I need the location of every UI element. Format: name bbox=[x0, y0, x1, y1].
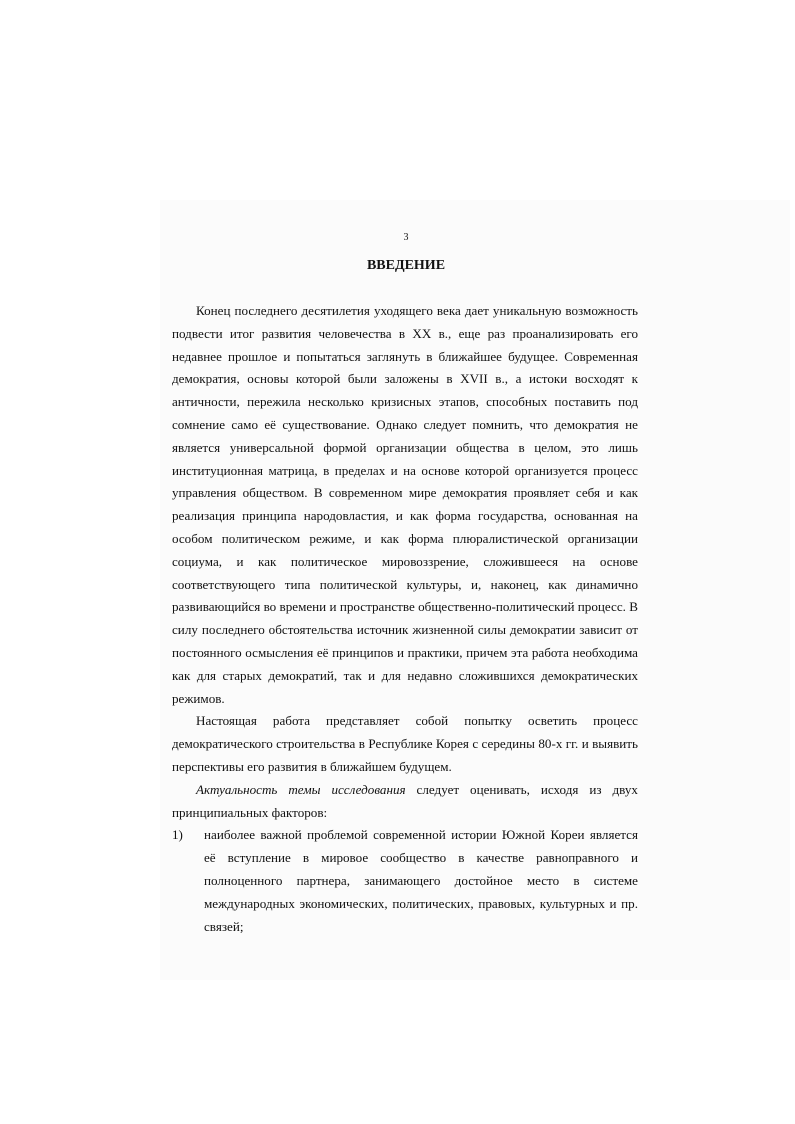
body-text bbox=[172, 300, 638, 938]
page-number: 3 bbox=[403, 232, 409, 243]
relevance-italic-term: Актуальность темы исследования bbox=[196, 781, 406, 797]
list-item-text: наиболее важной проблемой современной истории Южной Кореи является её вступление в мировое сообщество в качестве равноправного и полноценного партнера, занимающего достойное место в системе международных экономических, политических, правовых, культурных и пр. связей; bbox=[204, 827, 638, 934]
factors-list bbox=[172, 824, 638, 938]
section-heading: ВВЕДЕНИЕ bbox=[366, 258, 446, 273]
paragraph-purpose: Настоящая работа представляет собой попытку осветить процесс демократического строительства в Республике Корея с середины 80-х гг. и выявить перспективы его развития в ближайшем будущем. bbox=[172, 713, 638, 774]
paragraph-relevance bbox=[172, 779, 638, 825]
relevance-rest-text: следует оценивать, исходя из двух принципиальных факторов: bbox=[172, 781, 638, 820]
paragraph-intro: Конец последнего десятилетия уходящего века дает уникальную возможность подвести итог развития человечества в XX в., еще раз проанализировать его недавнее прошлое и попытаться заглянуть в ближайшее будущее. Современная демократия, основы которой были заложены в XVII в., а истоки восходят к античности, пережила несколько кризисных этапов, способных поставить под сомнение само её существование. Однако следует помнить, что демократия не является универсальной формой организации общества в целом, это лишь институционная матрица, в пределах и на основе которой организуется процесс управления обществом. В современном мире демократия проявляет себя и как реализация принципа народовластия, и как форма государства, основанная на особом политическом режиме, и как форма плюралистической организации социума, и как политическое мировоззрение, сложившееся на основе соответствующего типа политической культуры, и, наконец, как динамично развивающийся во времени и пространстве общественно-политический процесс. В силу последнего обстоятельства источник жизненной силы демократии зависит от постоянного осмысления её принципов и практики, причем эта работа необходима как для старых демократий, так и для недавно сложившихся демократических режимов. bbox=[172, 303, 638, 706]
list-item bbox=[172, 824, 638, 938]
list-item-number: 1) bbox=[172, 827, 183, 843]
